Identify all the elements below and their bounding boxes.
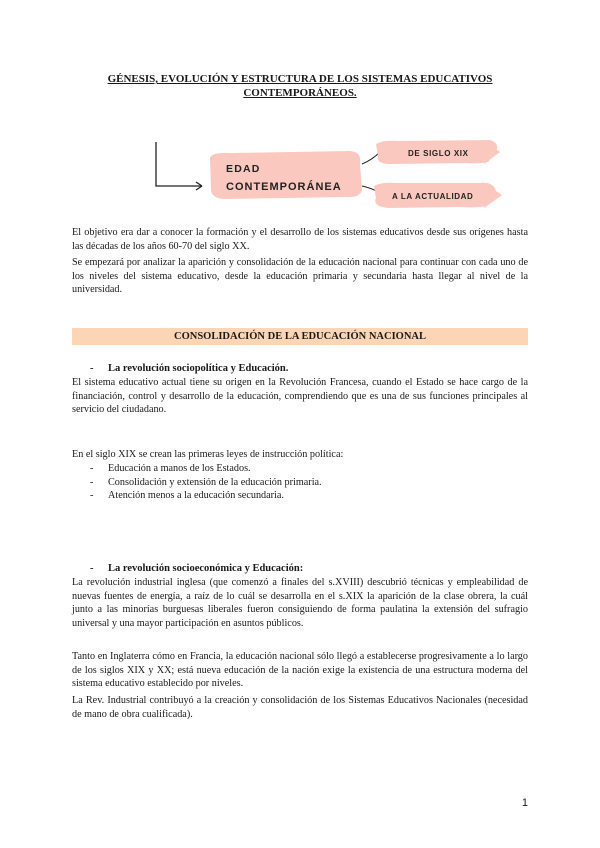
bottom-branch-label: A LA ACTUALIDAD xyxy=(392,192,474,201)
nineteenth-century-intro: En el siglo XIX se crean las primeras leyes de instrucción política: xyxy=(72,449,344,460)
section-heading: CONSOLIDACIÓN DE LA EDUCACIÓN NACIONAL xyxy=(72,328,528,345)
subheading-sociopolitical xyxy=(90,362,288,376)
subheading-dash: - xyxy=(90,563,94,574)
sociopolitical-paragraph: El sistema educativo actual tiene su origen en la Revolución Francesa, cuando el Estado se hace cargo de la financiación, control y desarrollo de la educación, comprendiendo que es una de sus funciones principales al servicio del ciudadano. xyxy=(72,377,528,415)
socioeconomic-paragraph-3: La Rev. Industrial contribuyó a la creación y consolidación de los Sistemas Educativos Nacionales (necesidad de mano de obra cualificada). xyxy=(72,695,528,720)
intro-paragraph-2: Se empezará por analizar la aparición y consolidación de la educación nacional para continuar con cada uno de los niveles del sistema educativo, desde la educación primaria y secundaria hasta llegar al nivel de la universidad. xyxy=(72,257,528,295)
title-line-2: CONTEMPORÁNEOS. xyxy=(243,87,357,99)
list-item: - Educación a manos de los Estados. xyxy=(90,462,520,476)
bracket-line xyxy=(156,142,202,186)
center-label-line-2: CONTEMPORÁNEA xyxy=(226,181,342,193)
subheading-socioeconomic xyxy=(90,562,303,576)
intro-paragraph-1: El objetivo era dar a conocer la formación y el desarrollo de los sistemas educativos desde sus orígenes hasta las décadas de los años 60-70 del siglo XX. xyxy=(72,227,528,252)
subheading-text: La revolución sociopolítica y Educación. xyxy=(108,363,289,374)
branch-line-top xyxy=(362,152,380,164)
laws-list xyxy=(90,462,520,503)
center-label-line-1: EDAD xyxy=(226,163,261,175)
socioeconomic-paragraph-2: Tanto en Inglaterra cómo en Francia, la educación nacional sólo llegó a establecerse progresivamente a lo largo de los siglos XIX y XX; está nueva educación de la nación exige la existencia de una estructura moderna del sistema educativo establecido por niveles. xyxy=(72,651,528,689)
subheading-text: La revolución socioeconómica y Educación: xyxy=(108,563,304,574)
title-line-1: GÉNESIS, EVOLUCIÓN Y ESTRUCTURA DE LOS SISTEMAS EDUCATIVOS xyxy=(107,73,493,85)
page-number: 1 xyxy=(521,797,528,809)
subheading-dash: - xyxy=(90,363,94,374)
list-item: - Consolidación y extensión de la educación primaria. xyxy=(90,476,520,490)
document-title xyxy=(72,72,528,100)
timeline-diagram xyxy=(150,138,510,210)
top-branch-label: DE SIGLO XIX xyxy=(408,149,469,158)
socioeconomic-paragraph-1: La revolución industrial inglesa (que comenzó a finales del s.XVIII) descubrió técnicas y empleabilidad de nuevas fuentes de energía, a raíz de lo cuál se desarrolla en el s.XIX la aparición de la clase obrera, la cuál junto a las minorías burguesas liberales fueron consiguiendo de forma paulatina la extensión del sufragio universal y una mayor participación en asuntos públicos. xyxy=(72,577,528,629)
list-item: - Atención menos a la educación secundaria. xyxy=(90,489,520,503)
